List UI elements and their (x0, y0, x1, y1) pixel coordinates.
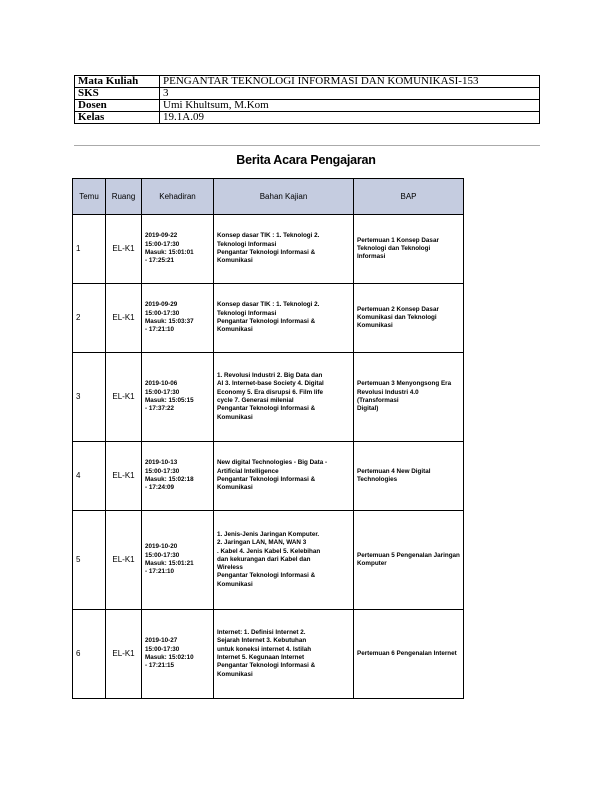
bahan-line: AI 3. Internet-base Society 4. Digital (217, 380, 324, 388)
bahan-line: Pengantar Teknologi Informasi & (217, 572, 316, 580)
kehadiran-line: 15:00-17:30 (145, 240, 180, 248)
bahan-line: Pengantar Teknologi Informasi & (217, 662, 316, 670)
bahan-line: Konsep dasar TIK : 1. Teknologi 2. (217, 232, 320, 240)
bahan-line: Economy 5. Era disrupsi 6. Film life (217, 388, 324, 396)
bahan-line: Komunikasi (217, 484, 253, 492)
bahan-line: cycle 7. Generasi milenial (217, 397, 294, 404)
cell-bahan (214, 284, 354, 353)
bap-body (73, 215, 464, 699)
cell-ruang: EL-K1 (106, 442, 142, 511)
kehadiran-line: - 17:21:15 (145, 662, 175, 670)
cell-kehadiran (142, 284, 214, 353)
kehadiran-line: - 17:21:10 (145, 326, 175, 334)
cell-bap (354, 284, 464, 353)
bap-table (72, 178, 464, 699)
course-info-label: SKS (75, 88, 160, 100)
bap-line: Pertemuan 1 Konsep Dasar (357, 236, 439, 244)
course-info-value: PENGANTAR TEKNOLOGI INFORMASI DAN KOMUNIKASI-153 (160, 76, 540, 88)
table-row (73, 284, 464, 353)
cell-ruang: EL-K1 (106, 353, 142, 442)
kehadiran-line: Masuk: 15:01:01 (145, 249, 194, 256)
bahan-line: Pengantar Teknologi Informasi & (217, 405, 316, 413)
kehadiran-line: - 17:24:09 (145, 484, 175, 492)
table-row (73, 215, 464, 284)
bap-line: Technologies (357, 476, 398, 483)
kehadiran-line: Masuk: 15:01:21 (145, 560, 194, 567)
kehadiran-line: 15:00-17:30 (145, 467, 180, 475)
bahan-line: Teknologi Informasi (217, 240, 277, 248)
course-info-row (75, 112, 540, 124)
kehadiran-line: Masuk: 15:05:15 (145, 397, 194, 404)
table-row (73, 442, 464, 511)
course-info-label: Kelas (75, 112, 160, 124)
bahan-line: Pengantar Teknologi Informasi & (217, 318, 316, 325)
cell-kehadiran (142, 511, 214, 610)
kehadiran-line: Masuk: 15:02:18 (145, 476, 194, 483)
course-info-row (75, 88, 540, 100)
bap-line: Digital) (357, 405, 379, 413)
bap-line: Komputer (357, 560, 387, 567)
kehadiran-line: 2019-10-13 (145, 459, 178, 467)
table-row (73, 511, 464, 610)
cell-temu: 5 (73, 511, 106, 610)
bahan-line: Komunikasi (217, 326, 253, 334)
bahan-line: untuk koneksi internet 4. Istilah (217, 645, 312, 653)
kehadiran-line: Masuk: 15:03:37 (145, 318, 194, 325)
col-header-temu: Temu (73, 179, 106, 215)
bap-line: Pertemuan 4 New Digital (357, 467, 431, 475)
course-info-value: Umi Khultsum, M.Kom (160, 100, 540, 112)
bap-line: Komunikasi (357, 322, 393, 330)
course-info-body (75, 76, 540, 124)
course-info-value: 19.1A.09 (160, 112, 540, 124)
cell-bahan (214, 353, 354, 442)
kehadiran-line: - 17:21:10 (145, 568, 175, 576)
bahan-line: Komunikasi (217, 670, 253, 678)
bahan-line: 1. Revolusi Industri 2. Big Data dan (217, 372, 323, 380)
col-header-bahan-kajian: Bahan Kajian (214, 179, 354, 215)
table-row (73, 353, 464, 442)
col-header-ruang: Ruang (106, 179, 142, 215)
kehadiran-line: Masuk: 15:02:10 (145, 654, 194, 661)
col-header-bap: BAP (354, 179, 464, 215)
cell-temu: 4 (73, 442, 106, 511)
bahan-line: . Kabel 4. Jenis Kabel 5. Kelebihan (217, 547, 321, 555)
cell-kehadiran (142, 610, 214, 699)
course-info-row (75, 76, 540, 88)
cell-bahan (214, 511, 354, 610)
cell-bap (354, 610, 464, 699)
bap-line: Komunikasi dan Teknologi (357, 313, 437, 321)
bap-line: Pertemuan 3 Menyongsong Era (357, 380, 452, 388)
course-info-row (75, 100, 540, 112)
kehadiran-line: 15:00-17:30 (145, 645, 180, 653)
bahan-line: Komunikasi (217, 413, 253, 421)
bahan-line: Sejarah Internet 3. Kebutuhan (217, 637, 307, 645)
table-row (73, 610, 464, 699)
bap-header-row (73, 179, 464, 215)
cell-bap (354, 442, 464, 511)
kehadiran-line: 2019-10-06 (145, 380, 178, 388)
kehadiran-line: 2019-10-27 (145, 637, 178, 645)
cell-kehadiran (142, 442, 214, 511)
kehadiran-line: 2019-09-22 (145, 232, 178, 240)
cell-ruang: EL-K1 (106, 215, 142, 284)
bahan-line: Pengantar Teknologi Informasi & (217, 249, 316, 256)
bap-line: Teknologi dan Teknologi Informasi (357, 244, 431, 261)
cell-kehadiran (142, 215, 214, 284)
bahan-line: Komunikasi (217, 580, 253, 588)
bap-line: Revolusi Industri 4.0 (Transformasi (357, 388, 419, 404)
cell-temu: 2 (73, 284, 106, 353)
bahan-line: Teknologi Informasi (217, 309, 277, 317)
cell-ruang: EL-K1 (106, 284, 142, 353)
bahan-line: dan kekurangan dari Kabel dan (217, 555, 311, 563)
cell-bap (354, 511, 464, 610)
bahan-line: 2. Jaringan LAN, MAN, WAN 3 (217, 539, 307, 547)
kehadiran-line: 15:00-17:30 (145, 309, 180, 317)
bahan-line: Komunikasi (217, 257, 253, 265)
bahan-line: Artificial Intelligence (217, 467, 279, 475)
bahan-line: 1. Jenis-Jenis Jaringan Komputer. (217, 530, 320, 538)
bap-line: Pertemuan 6 Pengenalan Internet (357, 649, 457, 657)
cell-bahan (214, 442, 354, 511)
course-info-table (74, 75, 540, 124)
bahan-line: New digital Technologies - Big Data - (217, 459, 328, 467)
bahan-line: Wireless (217, 564, 243, 572)
cell-ruang: EL-K1 (106, 511, 142, 610)
cell-bap (354, 215, 464, 284)
course-info-value: 3 (160, 88, 540, 100)
cell-kehadiran (142, 353, 214, 442)
cell-temu: 6 (73, 610, 106, 699)
col-header-kehadiran: Kehadiran (142, 179, 214, 215)
bap-line: Pertemuan 5 Pengenalan Jaringan (357, 551, 460, 559)
kehadiran-line: 15:00-17:30 (145, 551, 180, 559)
cell-bahan (214, 215, 354, 284)
bahan-line: Konsep dasar TIK : 1. Teknologi 2. (217, 301, 320, 309)
bahan-line: Pengantar Teknologi Informasi & (217, 476, 316, 483)
kehadiran-line: - 17:37:22 (145, 405, 175, 413)
divider (74, 145, 540, 146)
kehadiran-line: - 17:25:21 (145, 257, 175, 265)
kehadiran-line: 15:00-17:30 (145, 388, 180, 396)
cell-ruang: EL-K1 (106, 610, 142, 699)
page-title: Berita Acara Pengajaran (236, 153, 376, 167)
course-info-label: Dosen (75, 100, 160, 112)
cell-bahan (214, 610, 354, 699)
course-info-label: Mata Kuliah (75, 76, 160, 88)
cell-bap (354, 353, 464, 442)
kehadiran-line: 2019-09-29 (145, 301, 178, 309)
bap-line: Pertemuan 2 Konsep Dasar (357, 305, 439, 313)
cell-temu: 1 (73, 215, 106, 284)
kehadiran-line: 2019-10-20 (145, 543, 178, 551)
cell-temu: 3 (73, 353, 106, 442)
bahan-line: Internet 5. Kegunaan Internet (217, 654, 305, 661)
bahan-line: Internet: 1. Definisi Internet 2. (217, 629, 306, 637)
